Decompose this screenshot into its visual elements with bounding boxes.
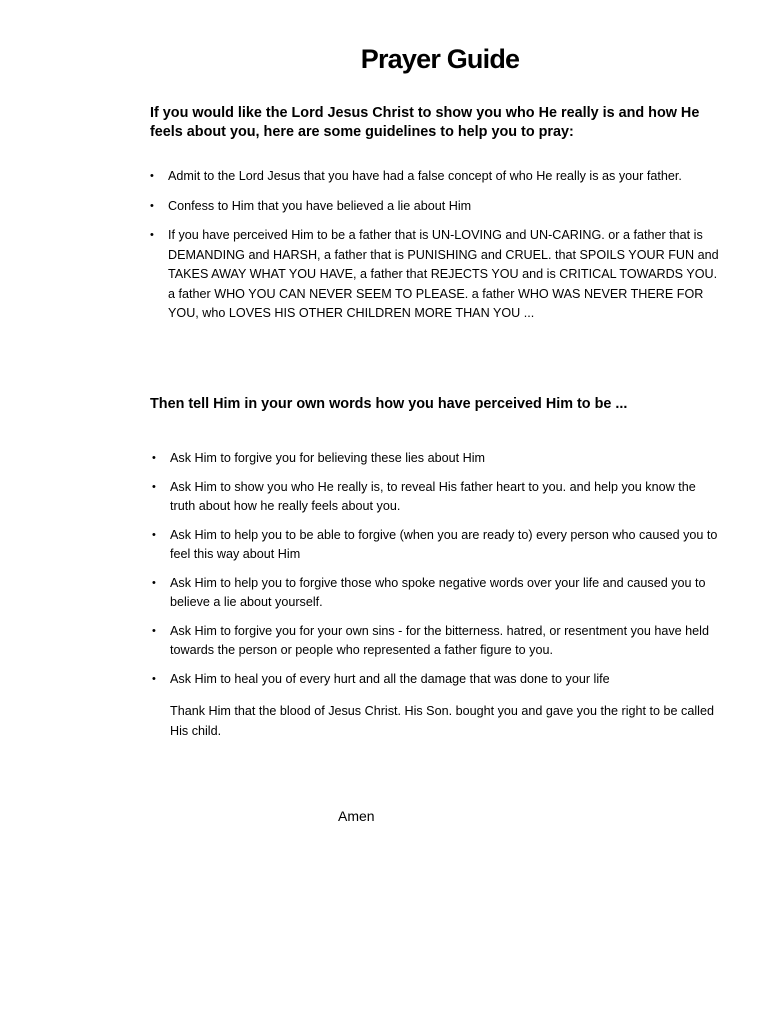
list-item xyxy=(150,478,722,517)
list-item-text: Confess to Him that you have believed a lie about Him xyxy=(168,198,472,213)
list-item xyxy=(150,449,722,469)
thanksgiving-paragraph: Thank Him that the blood of Jesus Christ. His Son. bought you and gave you the right to be called His child. xyxy=(170,704,714,738)
bullet-icon: • xyxy=(152,452,156,464)
list-item xyxy=(150,197,722,217)
bullet-icon: • xyxy=(152,624,156,637)
list-item xyxy=(150,167,722,187)
page-title: Prayer Guide xyxy=(360,44,520,74)
bullet-icon: • xyxy=(150,199,154,212)
instruction-list-1 xyxy=(150,167,722,334)
bullet-icon: • xyxy=(152,672,156,685)
list-item xyxy=(150,622,722,661)
closing-amen: Amen xyxy=(338,808,375,824)
list-item-text: Ask Him to heal you of every hurt and all the damage that was done to your life xyxy=(170,671,610,686)
list-item-text: Admit to the Lord Jesus that you have had a false concept of who He really is as your father. xyxy=(168,169,682,183)
bullet-icon: • xyxy=(152,576,156,589)
list-item-text: Ask Him to show you who He really is, to reveal His father heart to you. and help you know the truth about how he really feels about you. xyxy=(170,479,696,513)
intro-paragraph: If you would like the Lord Jesus Christ to show you who He really is and how He feels about you, here are some guidelines to help you to pray: xyxy=(150,105,700,140)
bullet-icon: • xyxy=(152,528,156,541)
list-item-text: If you have perceived Him to be a father that is UN-LOVING and UN-CARING. or a father that is DEMANDING and HARSH, a father that is PUNISHING and CRUEL. that SPOILS YOUR FUN and TAKES AWAY WHAT YOU HAVE, a father that REJECTS YOU and is CRITICAL TOWARDS YOU. a father WHO YOU CAN NEVER SEEM TO PLEASE. a father WHO WAS NEVER THERE FOR YOU, who LOVES HIS OTHER CHILDREN MORE THAN YOU ... xyxy=(168,228,719,320)
list-item xyxy=(150,574,722,613)
list-item-text: Ask Him to forgive you for your own sins - for the bitterness. hatred, or resentment you have held towards the person or people who represented a father figure to you. xyxy=(170,623,709,657)
list-item xyxy=(150,226,722,324)
list-item xyxy=(150,526,722,565)
bullet-icon: • xyxy=(152,480,156,493)
list-item-text: Ask Him to forgive you for believing these lies about Him xyxy=(170,451,485,465)
list-item-text: Ask Him to help you to forgive those who spoke negative words over your life and caused you to believe a lie about yourself. xyxy=(170,575,706,609)
list-item-text: Ask Him to help you to be able to forgive (when you are ready to) every person who caused you to feel this way about Him xyxy=(170,527,718,561)
list-item xyxy=(150,670,722,690)
bullet-icon: • xyxy=(150,170,154,182)
bullet-icon: • xyxy=(150,229,154,241)
section-heading: Then tell Him in your own words how you have perceived Him to be ... xyxy=(150,396,628,412)
instruction-list-2 xyxy=(150,449,722,698)
